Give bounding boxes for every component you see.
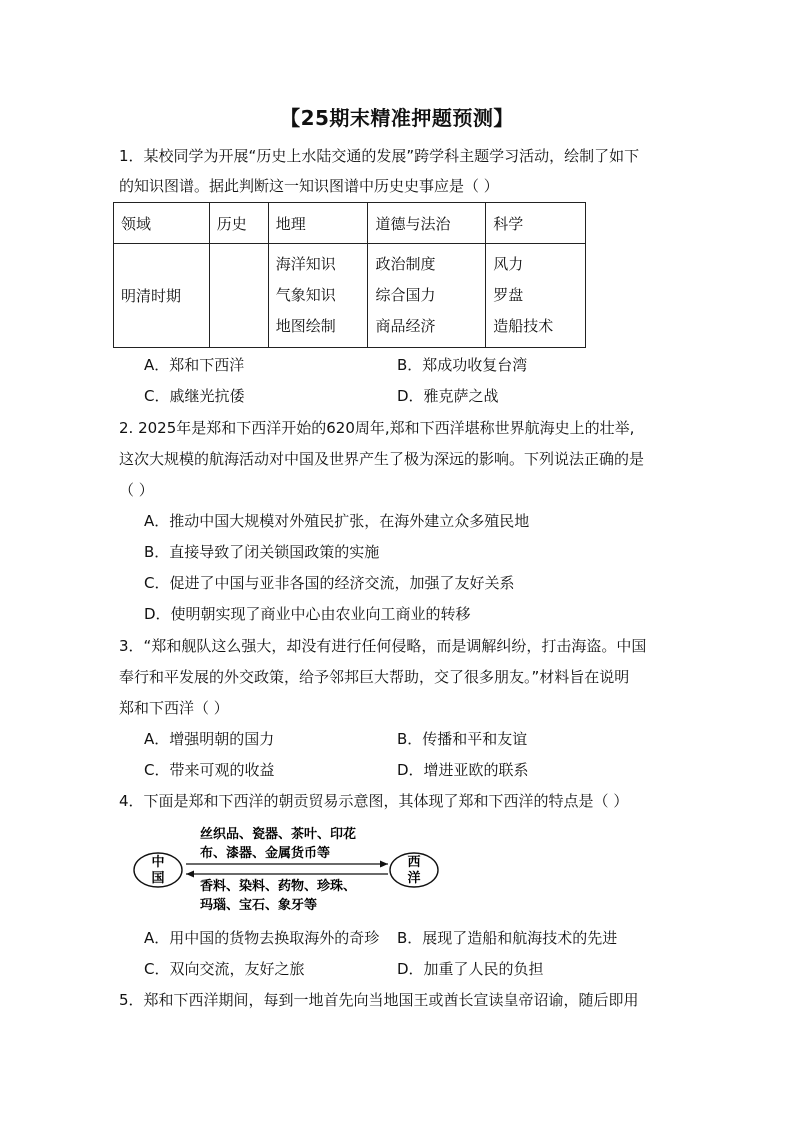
q1-option-b[interactable]: B．郑成功收复台湾 xyxy=(397,356,528,374)
geography-cell xyxy=(268,244,368,348)
q3-option-c[interactable]: C．带来可观的收益 xyxy=(144,761,275,779)
export-goods-label: 丝织品、瓷器、茶叶、印花 xyxy=(200,827,357,842)
table-header-cell: 地理 xyxy=(268,203,368,244)
cell-item: 商品经济 xyxy=(375,317,436,335)
table-header-cell: 道德与法治 xyxy=(368,203,486,244)
table-header-row xyxy=(114,203,586,244)
outbound-arrow-head xyxy=(380,861,388,868)
q4-option-b[interactable]: B．展现了造船和航海技术的先进 xyxy=(397,929,618,947)
q3-option-a[interactable]: A．增强明朝的国力 xyxy=(144,730,275,748)
q3-option-d[interactable]: D．增进亚欧的联系 xyxy=(397,761,529,779)
row-label-cell: 明清时期 xyxy=(114,244,210,348)
cell-item: 地图绘制 xyxy=(275,317,336,335)
science-cell xyxy=(486,244,586,348)
cell-item: 政治制度 xyxy=(375,255,436,273)
q2-option-c[interactable]: C．促进了中国与亚非各国的经济交流，加强了友好关系 xyxy=(144,574,515,592)
q5-line1: 5．郑和下西洋期间，每到一地首先向当地国王或酋长宣读皇帝诏谕，随后即用 xyxy=(119,991,639,1009)
morality-cell xyxy=(368,244,486,348)
export-goods-label: 布、漆器、金属货币等 xyxy=(200,846,331,861)
china-node-label: 国 xyxy=(151,871,165,886)
q2-line2: 这次大规模的航海活动对中国及世界产生了极为深远的影响。下列说法正确的是 xyxy=(119,450,645,468)
q3-line2: 奉行和平发展的外交政策，给予邻邦巨大帮助，交了很多朋友。”材料旨在说明 xyxy=(119,668,630,686)
q4-line1: 4．下面是郑和下西洋的朝贡贸易示意图，其体现了郑和下西洋的特点是（ ） xyxy=(119,792,629,810)
q2-line1: 2. 2025年是郑和下西洋开始的620周年,郑和下西洋堪称世界航海史上的壮举, xyxy=(119,419,635,437)
cell-item: 综合国力 xyxy=(375,286,436,304)
cell-item: 气象知识 xyxy=(275,286,336,304)
cell-item: 罗盘 xyxy=(493,286,524,304)
china-node-label: 中 xyxy=(151,855,165,870)
q4-option-c[interactable]: C．双向交流，友好之旅 xyxy=(144,960,305,978)
q2-option-b[interactable]: B．直接导致了闭关锁国政策的实施 xyxy=(144,543,380,561)
inbound-arrow-head xyxy=(186,871,194,878)
q3-line3: 郑和下西洋（ ） xyxy=(119,699,229,717)
q1-line2: 的知识图谱。据此判断这一知识图谱中历史史事应是（ ） xyxy=(119,177,499,195)
history-cell xyxy=(209,244,268,348)
q2-option-a[interactable]: A．推动中国大规模对外殖民扩张，在海外建立众多殖民地 xyxy=(144,512,530,530)
q1-line1: 1．某校同学为开展“历史上水陆交通的发展”跨学科主题学习活动，绘制了如下 xyxy=(119,147,640,165)
west-ocean-node-label: 西 xyxy=(407,855,421,870)
west-ocean-node-label: 洋 xyxy=(407,871,421,886)
knowledge-graph-table xyxy=(113,202,586,348)
q2-line3: （ ） xyxy=(119,481,154,499)
table-row xyxy=(114,244,586,348)
q1-option-c[interactable]: C．戚继光抗倭 xyxy=(144,387,245,405)
cell-item: 风力 xyxy=(493,255,524,273)
page-title: 【25期末精准押题预测】 xyxy=(280,106,514,130)
q1-option-d[interactable]: D．雅克萨之战 xyxy=(397,387,499,405)
q2-option-d[interactable]: D．使明朝实现了商业中心由农业向工商业的转移 xyxy=(144,605,471,623)
q1-option-a[interactable]: A．郑和下西洋 xyxy=(144,356,245,374)
q4-option-d[interactable]: D．加重了人民的负担 xyxy=(397,960,544,978)
table-header-cell: 历史 xyxy=(209,203,268,244)
cell-item: 海洋知识 xyxy=(275,255,336,273)
import-goods-label: 香料、染料、药物、珍珠、 xyxy=(200,879,357,894)
q3-option-b[interactable]: B．传播和平和友谊 xyxy=(397,730,528,748)
cell-item: 造船技术 xyxy=(493,317,554,335)
table-header-cell: 科学 xyxy=(486,203,586,244)
q3-line1: 3．“郑和舰队这么强大，却没有进行任何侵略，而是调解纠纷，打击海盗。中国 xyxy=(119,637,647,655)
q4-option-a[interactable]: A．用中国的货物去换取海外的奇珍 xyxy=(144,929,380,947)
table-header-cell: 领域 xyxy=(114,203,210,244)
import-goods-label: 玛瑙、宝石、象牙等 xyxy=(200,898,318,913)
tribute-trade-diagram xyxy=(130,822,450,914)
